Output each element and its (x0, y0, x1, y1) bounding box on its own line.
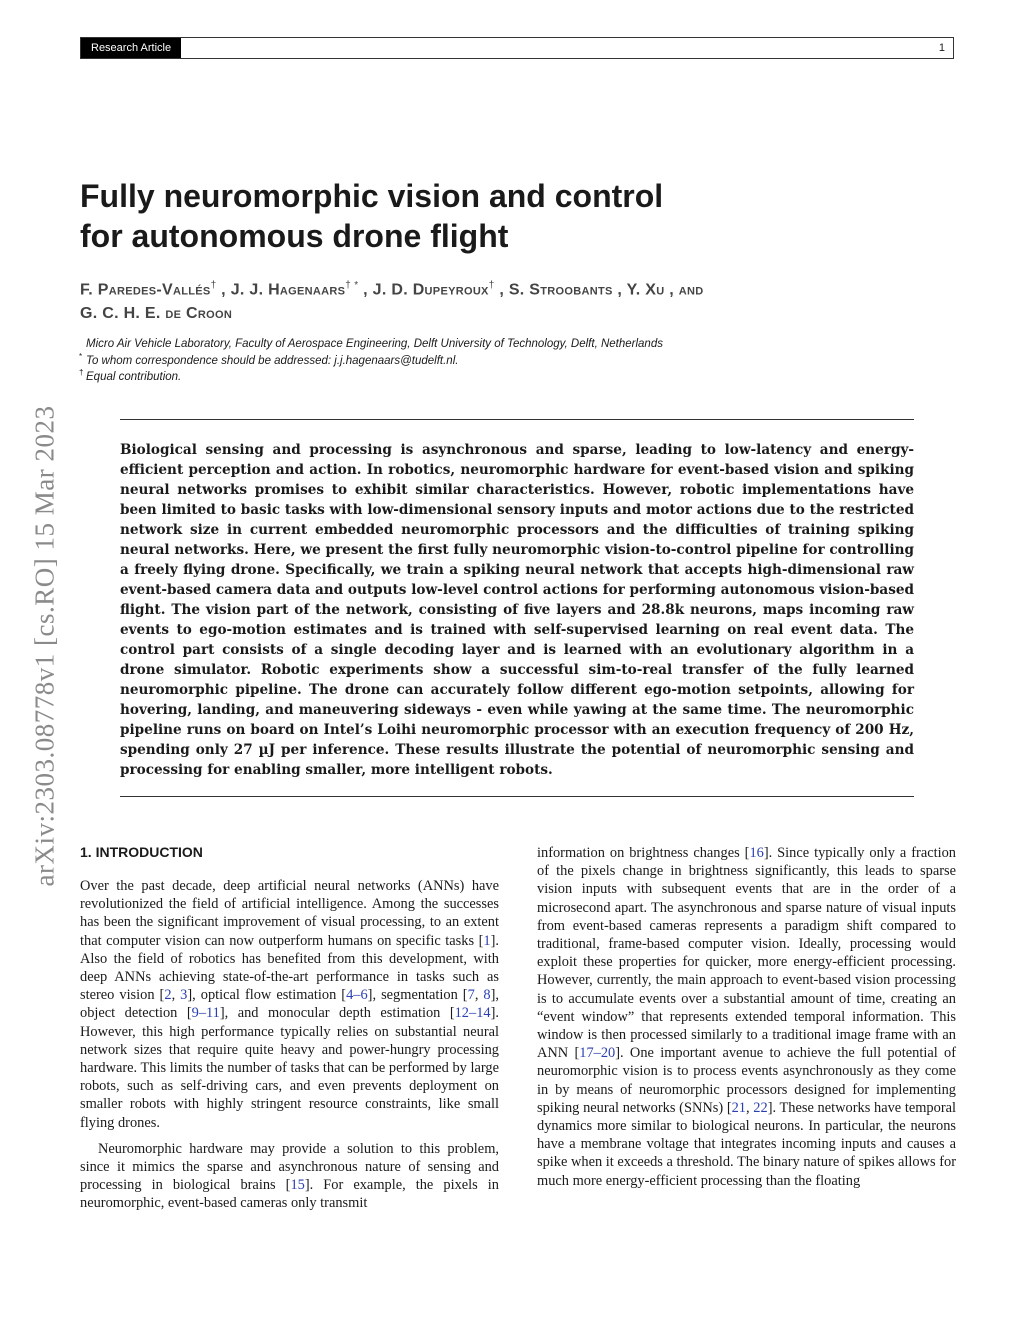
page-number: 1 (938, 42, 945, 54)
citation-link[interactable]: 12–14 (454, 1005, 491, 1022)
correspondence-text: To whom correspondence should be addressed: j.j.hagenaars@tudelft.nl. (86, 354, 459, 367)
paragraph: information on brightness changes [16]. Since typically only a fraction of the pixels change in brightness significantly, this leads to sparse vision inputs with subsequent events that are in the order of a microsecond apart. The asynchronous and sparse nature of visual inputs from event-based cameras represents a paradigm shift compared to traditional, frame-based computer vision. Ideally, processing would exploit these properties for quicker, more energy-efficient processing. However, currently, the main approach to event-based vision processing is to accumulate events over a substantial amount of time, creating an “event window” that represents extended temporal information. This window is then processed similarly to a traditional image frame with an ANN [17–20]. One important avenue to achieve the full potential of neuromorphic vision is to process events asynchronously as they come in by means of neuromorphic processors designed for implementing spiking neural networks (SNNs) [21, 22]. These networks have temporal dynamics more similar to biological neurons. In particular, the neurons have a membrane voltage that integrates incoming inputs and causes a spike when it exceeds a threshold. The binary nature of spikes allows for much more energy-efficient processing than the floating (537, 845, 957, 1189)
citation-link[interactable]: 17–20 (579, 1045, 616, 1062)
title-line-1: Fully neuromorphic vision and control (80, 178, 664, 214)
citation-link[interactable]: 22 (753, 1099, 768, 1116)
paper-title (80, 176, 860, 256)
abstract-bottom-rule (120, 796, 914, 797)
equal-contribution-note (80, 369, 940, 386)
author-mark: † * (345, 280, 359, 291)
citation-link[interactable]: 4–6 (346, 987, 368, 1004)
author-name: F. Paredes-Vallés (80, 281, 211, 299)
citation-link[interactable]: 1 (483, 932, 491, 949)
citation-link[interactable]: 3 (180, 987, 188, 1004)
paragraph: Over the past decade, deep artificial neural networks (ANNs) have revolutionized the field of artificial intelligence. Among the successes has been the significant improvement of visual processing, to an extent that computer vision can now outperform humans on specific tasks [1]. Also the field of robotics has benefited from this development, with deep ANNs achieving state-of-the-art performance in tasks such as stereo vision [2, 3], optical flow estimation [4–6], segmentation [7, 8], object detection [9–11], and monocular depth estimation [12–14]. However, this high performance typically relies on substantial neural network sizes that require quite heavy and power-hungry processing hardware. This limits the number of tasks that can be performed by large robots, such as self-driving cars, and even prevents deployment on smaller robots with highly stringent resource constraints, like small flying drones. (80, 878, 500, 1131)
affiliation-lab: Micro Air Vehicle Laboratory, Faculty of Aerospace Engineering, Delft University of Technology, Delft, Netherlands (86, 338, 663, 350)
title-line-2: for autonomous drone flight (80, 218, 509, 254)
citation-link[interactable]: 16 (749, 845, 764, 861)
running-header (80, 37, 954, 59)
author-name: S. Stroobants (508, 281, 613, 299)
abstract: Biological sensing and processing is asynchronous and sparse, leading to low-latency and energy-efficient perception and action. In robotics, neuromorphic hardware for event-based vision and spiking neural networks promises to exhibit similar characteristics. However, robotic implementations have been limited to basic tasks with low-dimensional sensory inputs and motor actions due to the restricted network size in current embedded neuromorphic processors and the difficulties of training spiking neural networks. Here, we present the first fully neuromorphic vision-to-control pipeline for controlling a freely flying drone. Specifically, we train a spiking neural network that accepts high-dimensional raw event-based camera data and outputs low-level control actions for performing autonomous vision-based flight. The vision part of the network, consisting of five layers and 28.8k neurons, maps incoming raw events to ego-motion estimates and is trained with self-supervised learning on real event data. The control part consists of a single decoding layer and is learned with an evolutionary algorithm in a drone simulator. Robotic experiments show a successful sim-to-real transfer of the fully learned neuromorphic pipeline. The drone can accurately follow different ego-motion setpoints, allowing for hovering, landing, and maneuvering sideways - even while yawing at the same time. The neuromorphic pipeline runs on board on Intel’s Loihi neuromorphic processor with an execution frequency of 200 Hz, spending only 27 µJ per inference. These results illustrate the potential of neuromorphic sensing and processing for enabling smaller, more intelligent robots. (120, 442, 914, 778)
equal-contribution-text: Equal contribution. (86, 371, 182, 383)
paragraph: Neuromorphic hardware may provide a solution to this problem, since it mimics the sparse and asynchronous nature of sensing and processing in biological brains [15]. For example, the pixels in neuromorphic, event-based cameras only transmit (80, 1140, 499, 1212)
citation-link[interactable]: 8 (483, 987, 491, 1004)
author-name: G. C. H. E. de Croon (80, 305, 233, 323)
affiliations (80, 336, 940, 386)
citation-link[interactable]: 7 (467, 987, 475, 1004)
author-name: J. J. Hagenaars (230, 281, 346, 299)
right-column (537, 844, 956, 1190)
author-name: Y. Xu (626, 281, 665, 299)
author-name: J. D. Dupeyroux (372, 281, 489, 299)
arxiv-sidebar (15, 346, 75, 946)
section-heading-introduction: 1. INTRODUCTION (80, 844, 203, 860)
abstract-top-rule (120, 419, 914, 420)
citation-link[interactable]: 21 (731, 1099, 746, 1116)
author-mark: † (210, 280, 217, 291)
arxiv-identifier[interactable]: arXiv:2303.08778v1 [cs.RO] 15 Mar 2023 (29, 405, 60, 887)
article-type-label: Research Article (81, 38, 181, 58)
equal-mark: † (79, 368, 84, 377)
author-conjunction: and (678, 281, 704, 299)
citation-link[interactable]: 9–11 (191, 1005, 220, 1022)
citation-link[interactable]: 15 (290, 1177, 305, 1194)
left-column (80, 877, 499, 1213)
corr-mark: * (79, 351, 83, 361)
author-list: F. Paredes-Vallés† , J. J. Hagenaars† * , J. D. Dupeyroux† , S. Stroobants , Y. Xu , and G. C. H. E. de Croon (80, 280, 704, 323)
correspondence-note (80, 353, 940, 370)
citation-link[interactable]: 2 (164, 987, 172, 1004)
author-mark: † (488, 280, 495, 291)
